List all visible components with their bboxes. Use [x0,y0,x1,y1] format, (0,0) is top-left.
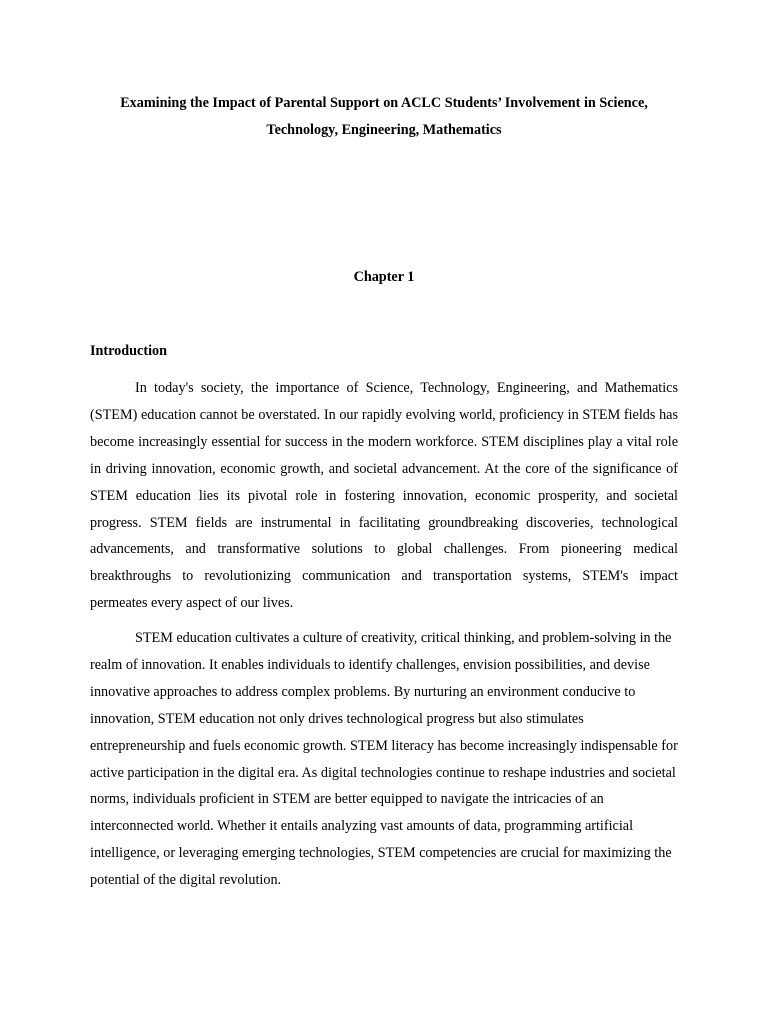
document-title: Examining the Impact of Parental Support on ACLC Students’ Involvement in Science, Technology, Engineering, Mathematics [120,95,648,138]
body-paragraph: In today's society, the importance of Science, Technology, Engineering, and Mathematics (STEM) education cannot be overstated. In our rapidly evolving world, proficiency in STEM fields has become increasingly essential for success in the modern workforce. STEM disciplines play a vital role in driving innovation, economic growth, and societal advancement. At the core of the significance of STEM education lies its pivotal role in fostering innovation, economic prosperity, and societal progress. STEM fields are instrumental in facilitating groundbreaking discoveries, technological advancements, and transformative solutions to global challenges. From pioneering medical breakthroughs to revolutionizing communication and transportation systems, STEM's impact permeates every aspect of our lives. [90,380,678,612]
section-heading-introduction: Introduction [90,343,167,359]
body-paragraph: STEM education cultivates a culture of creativity, critical thinking, and problem-solving in the realm of innovation. It enables individuals to identify challenges, envision possibilities, and devise innovative approaches to address complex problems. By nurturing an environment conducive to innovation, STEM education not only drives technological progress but also stimulates entrepreneurship and fuels economic growth. STEM literacy has become increasingly indispensable for active participation in the digital era. As digital technologies continue to reshape industries and societal norms, individuals proficient in STEM are better equipped to navigate the intricacies of an interconnected world. Whether it entails analyzing vast amounts of data, programming artificial intelligence, or leveraging emerging technologies, STEM competencies are crucial for maximizing the potential of the digital revolution. [90,630,678,889]
chapter-heading: Chapter 1 [353,269,415,285]
